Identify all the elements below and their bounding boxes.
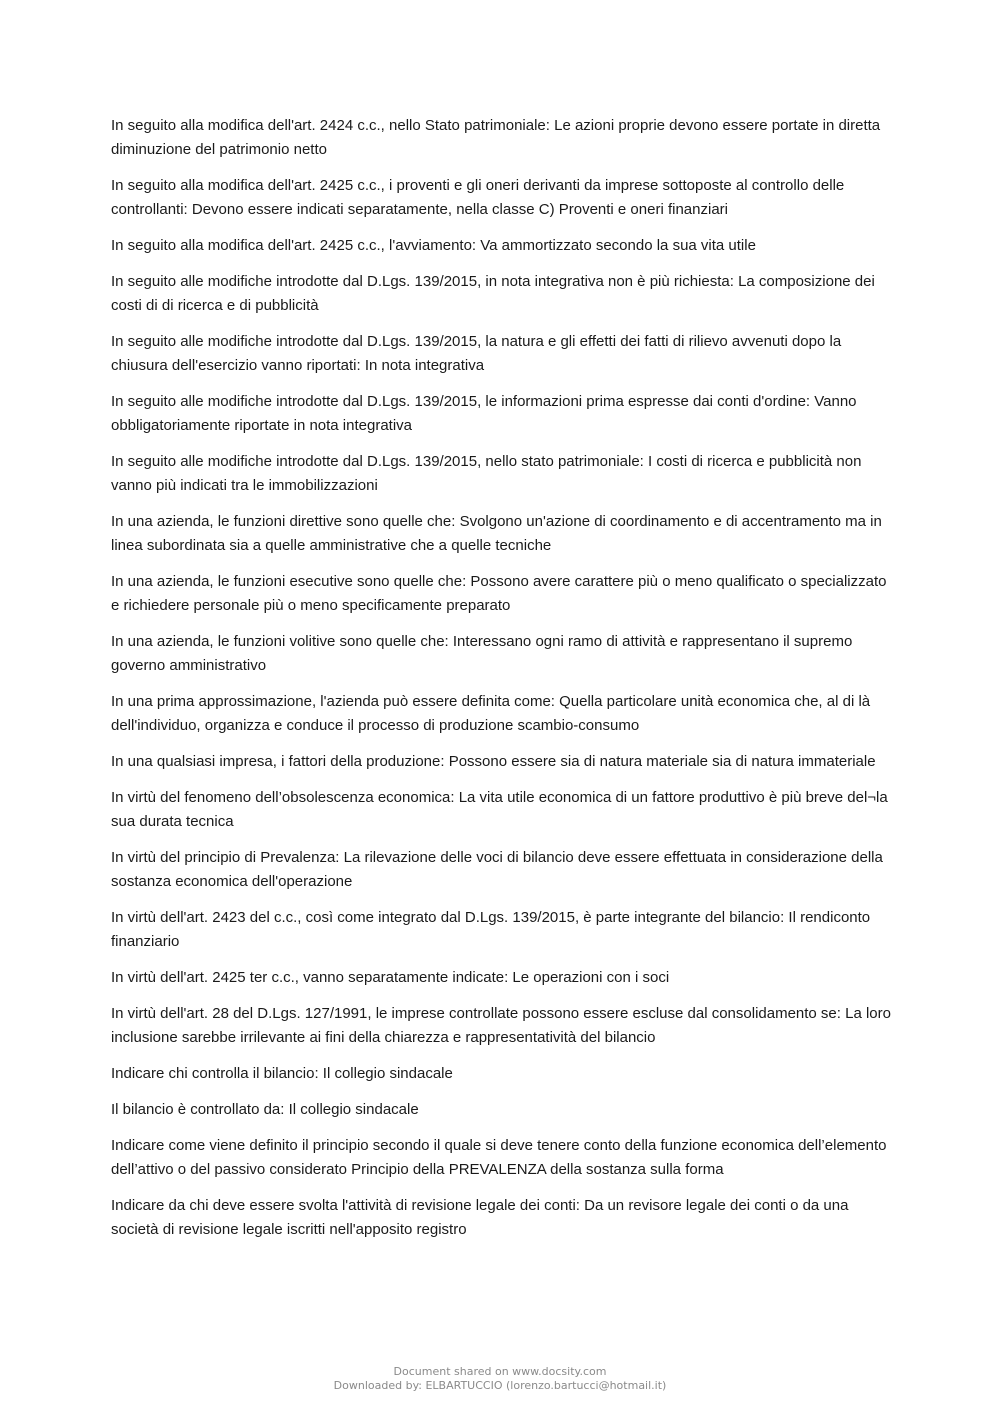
paragraph: Indicare come viene definito il principio secondo il quale si deve tenere conto della funzione economica dell’elemento dell’attivo o del passivo considerato Principio della PREVALENZA della sostanza sulla forma bbox=[111, 1137, 887, 1178]
paragraph: In virtù del principio di Prevalenza: La rilevazione delle voci di bilancio deve essere effettuata in considerazione della sostanza economica dell'operazione bbox=[111, 849, 883, 890]
paragraph: In seguito alle modifiche introdotte dal D.Lgs. 139/2015, la natura e gli effetti dei fatti di rilievo avvenuti dopo la chiusura dell'esercizio vanno riportati: In nota integrativa bbox=[111, 333, 842, 374]
paragraph: In una qualsiasi impresa, i fattori della produzione: Possono essere sia di natura materiale sia di natura immateriale bbox=[111, 753, 876, 770]
paragraph: Il bilancio è controllato da: Il collegio sindacale bbox=[111, 1101, 419, 1118]
paragraph: In una azienda, le funzioni direttive sono quelle che: Svolgono un'azione di coordinamento e di accentramento ma in linea subordinata sia a quelle amministrative che a quelle tecniche bbox=[111, 513, 882, 554]
paragraph: In seguito alla modifica dell'art. 2424 c.c., nello Stato patrimoniale: Le azioni proprie devono essere portate in diretta diminuzione del patrimonio netto bbox=[111, 117, 881, 158]
paragraph: In una azienda, le funzioni esecutive sono quelle che: Possono avere carattere più o meno qualificato o specializzato e richiedere personale più o meno specificamente preparato bbox=[111, 573, 887, 614]
paragraph: In seguito alle modifiche introdotte dal D.Lgs. 139/2015, le informazioni prima espresse dai conti d'ordine: Vanno obbligatoriamente riportate in nota integrativa bbox=[111, 393, 857, 434]
paragraph: In virtù dell'art. 2423 del c.c., così come integrato dal D.Lgs. 139/2015, è parte integrante del bilancio: Il rendiconto finanziario bbox=[111, 909, 871, 950]
paragraph: In virtù dell'art. 2425 ter c.c., vanno separatamente indicate: Le operazioni con i soci bbox=[111, 969, 670, 986]
paragraph: In seguito alle modifiche introdotte dal D.Lgs. 139/2015, nello stato patrimoniale: I costi di ricerca e pubblicità non vanno più indicati tra le immobilizzazioni bbox=[111, 453, 862, 494]
paragraph: In seguito alla modifica dell'art. 2425 c.c., i proventi e gli oneri derivanti da imprese sottoposte al controllo delle controllanti: Devono essere indicati separatamente, nella classe C) Proventi e oneri finanziari bbox=[111, 177, 845, 218]
footer-shared-notice: Document shared on www.docsity.com bbox=[393, 1365, 607, 1378]
page-footer bbox=[0, 1365, 1000, 1393]
paragraph: In una prima approssimazione, l'azienda può essere definita come: Quella particolare unità economica che, al di là dell'individuo, organizza e conduce il processo di produzione scambio-consumo bbox=[111, 693, 871, 734]
paragraph: In una azienda, le funzioni volitive sono quelle che: Interessano ogni ramo di attività e rappresentano il supremo governo amministrativo bbox=[111, 633, 853, 674]
paragraph: In seguito alle modifiche introdotte dal D.Lgs. 139/2015, in nota integrativa non è più richiesta: La composizione dei costi di di ricerca e di pubblicità bbox=[111, 273, 875, 314]
paragraph: Indicare da chi deve essere svolta l'attività di revisione legale dei conti: Da un revisore legale dei conti o da una società di revisione legale iscritti nell'apposito registro bbox=[111, 1197, 849, 1238]
document-body bbox=[111, 114, 891, 1254]
paragraph: In virtù del fenomeno dell’obsolescenza economica: La vita utile economica di un fattore produttivo è più breve del¬la sua durata tecnica bbox=[111, 789, 888, 830]
footer-download-notice: Downloaded by: ELBARTUCCIO (lorenzo.bartucci@hotmail.it) bbox=[333, 1379, 667, 1392]
paragraph: In virtù dell'art. 28 del D.Lgs. 127/1991, le imprese controllate possono essere escluse dal consolidamento se: La loro inclusione sarebbe irrilevante ai fini della chiarezza e rappresentatività del bilancio bbox=[111, 1005, 891, 1046]
paragraph: In seguito alla modifica dell'art. 2425 c.c., l'avviamento: Va ammortizzato secondo la sua vita utile bbox=[111, 237, 756, 254]
paragraph: Indicare chi controlla il bilancio: Il collegio sindacale bbox=[111, 1065, 453, 1082]
